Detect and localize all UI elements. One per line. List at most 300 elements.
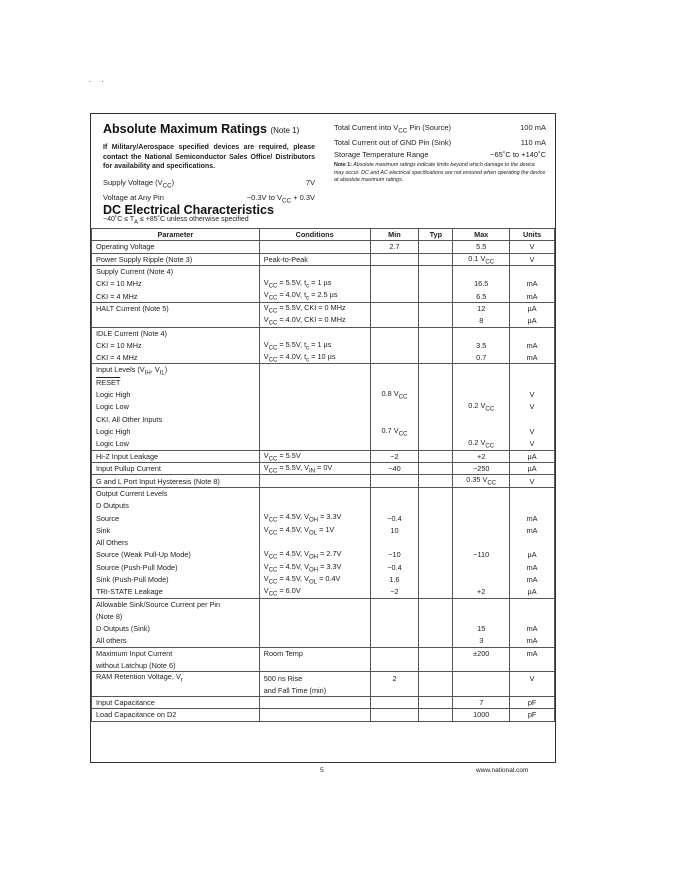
content-frame (90, 113, 556, 763)
table-row (92, 376, 555, 388)
cell-parameter: All others (92, 635, 260, 647)
cell-units: V (510, 672, 555, 684)
cell-min (370, 413, 419, 425)
cell-units (510, 376, 555, 388)
cell-conditions (259, 389, 370, 401)
cell-parameter: Source (Push-Pull Mode) (92, 561, 260, 573)
header-max: Max (453, 229, 510, 241)
amr-left-column (103, 122, 315, 208)
cell-typ (419, 253, 453, 265)
rating-value: 100 mA (520, 123, 546, 132)
cell-units: µA (510, 315, 555, 327)
cell-min (370, 438, 419, 450)
cell-max: 0.2 $V_{CC}$ (453, 401, 510, 413)
cell-conditions: $V_{CC} = 6.0V$ (259, 586, 370, 598)
cell-conditions (259, 241, 370, 253)
rating-value: 110 mA (520, 138, 546, 147)
cell-parameter: Sink (Push-Pull Mode) (92, 573, 260, 585)
cell-parameter: Logic Low (92, 401, 260, 413)
cell-units: V (510, 241, 555, 253)
cell-units (510, 684, 555, 696)
cell-parameter: Logic High (92, 425, 260, 437)
cell-max (453, 598, 510, 610)
cell-min (370, 376, 419, 388)
cell-units: mA (510, 573, 555, 585)
table-row (92, 487, 555, 499)
table-row (92, 672, 555, 684)
cell-max (453, 660, 510, 672)
cell-parameter: Supply Current (Note 4) (92, 266, 260, 278)
dc-title: DC Electrical Characteristics (103, 203, 274, 217)
cell-parameter: Source (92, 512, 260, 524)
table-row (92, 315, 555, 327)
cell-min (370, 339, 419, 351)
cell-typ (419, 610, 453, 622)
cell-units (510, 537, 555, 549)
cell-min: −2 (370, 450, 419, 462)
cell-parameter: without Latchup (Note 6) (92, 660, 260, 672)
rating-row (334, 149, 546, 161)
cell-units (510, 487, 555, 499)
cell-typ (419, 573, 453, 585)
table-row (92, 339, 555, 351)
cell-parameter: HALT Current (Note 5) (92, 302, 260, 314)
rating-value: 7V (305, 177, 315, 187)
cell-max (453, 425, 510, 437)
table-row (92, 266, 555, 278)
cell-conditions (259, 487, 370, 499)
cell-max: 15 (453, 623, 510, 635)
cell-typ (419, 425, 453, 437)
cell-units: V (510, 438, 555, 450)
cell-min (370, 401, 419, 413)
cell-units: pF (510, 709, 555, 721)
cell-units (510, 327, 555, 339)
cell-max (453, 266, 510, 278)
header-min: Min (370, 229, 419, 241)
table-row (92, 290, 555, 302)
cell-typ (419, 475, 453, 487)
cell-parameter: D Outputs (92, 500, 260, 512)
cell-units: mA (510, 524, 555, 536)
table-row (92, 364, 555, 376)
cell-min (370, 487, 419, 499)
cell-min (370, 709, 419, 721)
cell-max: 16.5 (453, 278, 510, 290)
table-row (92, 475, 555, 487)
table-row (92, 598, 555, 610)
cell-min: 2.7 (370, 241, 419, 253)
note-1: Note 1: Absolute maximum ratings indicate limits beyond which damage to the device may occur. DC and AC electrical specifications are not ensured when operating the device at absolute maximum ratings. (334, 162, 546, 184)
cell-max: 7 (453, 696, 510, 708)
table-row (92, 500, 555, 512)
cell-typ (419, 413, 453, 425)
cell-max: +2 (453, 586, 510, 598)
cell-max (453, 537, 510, 549)
table-row (92, 524, 555, 536)
cell-parameter: Input Capacitance (92, 696, 260, 708)
cell-units: V (510, 475, 555, 487)
cell-conditions: and Fall Time (min) (259, 684, 370, 696)
cell-parameter: CKI = 4 MHz (92, 290, 260, 302)
cell-parameter: Power Supply Ripple (Note 3) (92, 253, 260, 265)
dc-subtitle: −40˚C ≤ $T_A$ ≤ +85˚C unless otherwise specified (103, 216, 249, 226)
cell-parameter: RAM Retention Voltage, $V_r$ (92, 672, 260, 684)
cell-max (453, 389, 510, 401)
rating-value: −0.3V to $V_{CC} + 0.3V$ (246, 193, 315, 205)
cell-min: −40 (370, 462, 419, 474)
cell-max (453, 672, 510, 684)
table-row (92, 413, 555, 425)
cell-conditions (259, 475, 370, 487)
table-row (92, 241, 555, 253)
cell-units: µA (510, 549, 555, 561)
cell-max (453, 376, 510, 388)
cell-max: 8 (453, 315, 510, 327)
cell-conditions: $V_{CC} = 4.5V$, $V_{OH} = 2.7V$ (259, 549, 370, 561)
cell-typ (419, 524, 453, 536)
cell-max: 0.35 $V_{CC}$ (453, 475, 510, 487)
cell-conditions (259, 660, 370, 672)
cell-typ (419, 438, 453, 450)
table-row (92, 462, 555, 474)
cell-min (370, 647, 419, 659)
cell-max: 0.7 (453, 352, 510, 364)
cell-conditions: $V_{CC} = 5.5V$, CKI = 0 MHz (259, 302, 370, 314)
table-row (92, 561, 555, 573)
cell-max: 12 (453, 302, 510, 314)
cell-parameter: Sink (92, 524, 260, 536)
cell-conditions (259, 500, 370, 512)
rating-row (103, 177, 315, 193)
table-row (92, 450, 555, 462)
cell-parameter: (Note 8) (92, 610, 260, 622)
rating-label: Voltage at Any Pin (103, 193, 164, 202)
cell-max (453, 512, 510, 524)
rating-value: −65˚C to +140˚C (490, 149, 546, 159)
cell-typ (419, 647, 453, 659)
cell-units: pF (510, 696, 555, 708)
cell-min: −0.4 (370, 561, 419, 573)
cell-parameter: G and L Port Input Hysteresis (Note 8) (92, 475, 260, 487)
cell-min (370, 278, 419, 290)
cell-typ (419, 315, 453, 327)
cell-min (370, 610, 419, 622)
cell-parameter: IDLE Current (Note 4) (92, 327, 260, 339)
cell-parameter: CKI = 4 MHz (92, 352, 260, 364)
cell-conditions: $V_{CC} = 4.5V$, $V_{OL} = 1V$ (259, 524, 370, 536)
header-units: Units (510, 229, 555, 241)
amr-heading (103, 122, 315, 136)
cell-max (453, 573, 510, 585)
cell-typ (419, 241, 453, 253)
cell-typ (419, 376, 453, 388)
cell-min (370, 537, 419, 549)
cell-parameter: Allowable Sink/Source Current per Pin (92, 598, 260, 610)
table-row (92, 610, 555, 622)
page-number: 5 (320, 767, 324, 774)
amr-right-column (334, 122, 546, 185)
cell-max (453, 684, 510, 696)
cell-typ (419, 290, 453, 302)
cell-typ (419, 635, 453, 647)
rating-label: Total Current out of GND Pin (Sink) (334, 138, 452, 147)
cell-min: 1.6 (370, 573, 419, 585)
table-row (92, 352, 555, 364)
cell-conditions (259, 413, 370, 425)
cell-parameter: CKI = 10 MHz (92, 278, 260, 290)
cell-conditions: $V_{CC} = 4.5V$, $V_{OH} = 3.3V$ (259, 561, 370, 573)
table-row (92, 389, 555, 401)
cell-units (510, 660, 555, 672)
table-row (92, 660, 555, 672)
header-parameter: Parameter (92, 229, 260, 241)
cell-units: V (510, 401, 555, 413)
cell-units: mA (510, 352, 555, 364)
cell-min (370, 253, 419, 265)
table-row (92, 623, 555, 635)
cell-typ (419, 586, 453, 598)
table-row (92, 327, 555, 339)
cell-max (453, 487, 510, 499)
cell-units (510, 266, 555, 278)
cell-max: 3 (453, 635, 510, 647)
website-url: www.national.com (476, 767, 529, 774)
cell-conditions (259, 364, 370, 376)
cell-parameter: Output Current Levels (92, 487, 260, 499)
cell-typ (419, 302, 453, 314)
amr-title: Absolute Maximum Ratings (103, 122, 267, 136)
dc-characteristics-table (91, 228, 555, 722)
table-row (92, 278, 555, 290)
cell-max (453, 500, 510, 512)
cell-max: +2 (453, 450, 510, 462)
cell-units: µA (510, 450, 555, 462)
cell-units: mA (510, 623, 555, 635)
cell-parameter (92, 315, 260, 327)
cell-typ (419, 696, 453, 708)
cell-conditions: $V_{CC} = 4.0V$, $t_c = 2.5$ µs (259, 290, 370, 302)
cell-min: −0.4 (370, 512, 419, 524)
cell-parameter: All Others (92, 537, 260, 549)
cell-units (510, 610, 555, 622)
cell-typ (419, 450, 453, 462)
cell-max: −250 (453, 462, 510, 474)
cell-parameter: Input Pullup Current (92, 462, 260, 474)
cell-conditions (259, 598, 370, 610)
cell-min (370, 475, 419, 487)
cell-min (370, 684, 419, 696)
cell-conditions (259, 438, 370, 450)
cell-units: mA (510, 290, 555, 302)
cell-conditions (259, 537, 370, 549)
cell-typ (419, 660, 453, 672)
table-body (92, 241, 555, 721)
cell-typ (419, 401, 453, 413)
cell-parameter: Input Levels ($V_{IH}$, $V_{IL}$) (92, 364, 260, 376)
cell-max: 6.5 (453, 290, 510, 302)
cell-max (453, 413, 510, 425)
cell-max (453, 524, 510, 536)
cell-units (510, 500, 555, 512)
cell-parameter: Operating Voltage (92, 241, 260, 253)
cell-typ (419, 561, 453, 573)
cell-min (370, 623, 419, 635)
cell-units: mA (510, 278, 555, 290)
table-row (92, 573, 555, 585)
table-row (92, 302, 555, 314)
cell-typ (419, 352, 453, 364)
cell-min: 2 (370, 672, 419, 684)
cell-conditions: $V_{CC} = 5.5V$ (259, 450, 370, 462)
cell-max (453, 561, 510, 573)
cell-max: 3.5 (453, 339, 510, 351)
cell-parameter: Logic High (92, 389, 260, 401)
cell-typ (419, 684, 453, 696)
cell-conditions: $V_{CC} = 4.5V$, $V_{OL} = 0.4V$ (259, 573, 370, 585)
table-row (92, 438, 555, 450)
table-row (92, 696, 555, 708)
cell-units (510, 364, 555, 376)
cell-min (370, 635, 419, 647)
cell-min (370, 302, 419, 314)
cell-typ (419, 364, 453, 376)
cell-max (453, 610, 510, 622)
cell-conditions (259, 635, 370, 647)
cell-max: ±200 (453, 647, 510, 659)
cell-units: mA (510, 635, 555, 647)
cell-conditions: $V_{CC} = 4.0V$, CKI = 0 MHz (259, 315, 370, 327)
header-conditions: Conditions (259, 229, 370, 241)
cell-units: µA (510, 462, 555, 474)
cell-typ (419, 339, 453, 351)
cell-min (370, 315, 419, 327)
cell-conditions (259, 709, 370, 721)
table-row (92, 635, 555, 647)
cell-min (370, 352, 419, 364)
cell-units: mA (510, 512, 555, 524)
cell-units (510, 598, 555, 610)
cell-parameter: CKI = 10 MHz (92, 339, 260, 351)
cell-units: mA (510, 339, 555, 351)
cell-max: 0.2 $V_{CC}$ (453, 438, 510, 450)
cell-conditions: $V_{CC} = 5.5V$, $t_c = 1$ µs (259, 339, 370, 351)
rating-label: Supply Voltage $(V_{CC})$ (103, 177, 175, 189)
cell-min: −2 (370, 586, 419, 598)
cell-parameter: D Outputs (Sink) (92, 623, 260, 635)
cell-min (370, 266, 419, 278)
cell-units: mA (510, 561, 555, 573)
cell-min (370, 290, 419, 302)
rating-label: Total Current into $V_{CC}$ Pin (Source) (334, 123, 452, 135)
cell-max: 0.1 $V_{CC}$ (453, 253, 510, 265)
cell-min (370, 598, 419, 610)
cell-units: V (510, 425, 555, 437)
cell-typ (419, 537, 453, 549)
table-row (92, 425, 555, 437)
rating-row (334, 137, 546, 149)
table-row (92, 549, 555, 561)
cell-conditions: $V_{CC} = 5.5V$, $V_{IN} = 0V$ (259, 462, 370, 474)
cell-min (370, 660, 419, 672)
cell-typ (419, 278, 453, 290)
cell-parameter: Hi-Z Input Leakage (92, 450, 260, 462)
cell-units (510, 413, 555, 425)
table-row (92, 253, 555, 265)
cell-units: µA (510, 302, 555, 314)
cell-min (370, 364, 419, 376)
cell-typ (419, 327, 453, 339)
cell-conditions (259, 266, 370, 278)
cell-units: µA (510, 586, 555, 598)
cell-max: −110 (453, 549, 510, 561)
table-row (92, 401, 555, 413)
cell-min (370, 327, 419, 339)
cell-typ (419, 549, 453, 561)
cell-typ (419, 389, 453, 401)
table-row (92, 709, 555, 721)
cell-min (370, 500, 419, 512)
cell-typ (419, 623, 453, 635)
cell-units: V (510, 253, 555, 265)
cell-parameter: Source (Weak Pull-Up Mode) (92, 549, 260, 561)
cell-conditions: 500 ns Rise (259, 672, 370, 684)
cell-conditions: Peak-to-Peak (259, 253, 370, 265)
cell-parameter: Load Capacitance on D2 (92, 709, 260, 721)
cell-typ (419, 709, 453, 721)
cell-conditions: $V_{CC} = 4.0V$, $t_c = 10$ µs (259, 352, 370, 364)
cell-conditions (259, 623, 370, 635)
cell-max (453, 364, 510, 376)
cell-conditions (259, 376, 370, 388)
cell-min: −10 (370, 549, 419, 561)
military-warning: If Military/Aerospace specified devices are required, please contact the National Semiconductor Sales Office/ Distributors for availability and specifications. (103, 144, 315, 170)
table-row (92, 537, 555, 549)
cell-conditions: $V_{CC} = 4.5V$, $V_{OH} = 3.3V$ (259, 512, 370, 524)
cell-conditions (259, 610, 370, 622)
cell-conditions (259, 696, 370, 708)
cell-conditions (259, 401, 370, 413)
cell-min (370, 696, 419, 708)
cell-min: 10 (370, 524, 419, 536)
cell-parameter: CKI, All Other Inputs (92, 413, 260, 425)
rating-label: Storage Temperature Range (334, 149, 429, 159)
cell-conditions (259, 425, 370, 437)
cell-max: 1000 (453, 709, 510, 721)
cell-typ (419, 487, 453, 499)
cell-parameter: RESET (92, 376, 260, 388)
cell-min: 0.7 $V_{CC}$ (370, 425, 419, 437)
cell-typ (419, 266, 453, 278)
cell-typ (419, 462, 453, 474)
cell-min: 0.8 $V_{CC}$ (370, 389, 419, 401)
corner-marks: . . (89, 75, 108, 84)
table-row (92, 647, 555, 659)
header-typ: Typ (419, 229, 453, 241)
cell-max: 5.5 (453, 241, 510, 253)
table-row (92, 684, 555, 696)
amr-title-note: (Note 1) (270, 126, 300, 135)
cell-units: V (510, 389, 555, 401)
table-header-row (92, 229, 555, 241)
cell-typ (419, 500, 453, 512)
cell-parameter: TRI-STATE Leakage (92, 586, 260, 598)
table-row (92, 586, 555, 598)
cell-units: mA (510, 647, 555, 659)
cell-parameter: Logic Low (92, 438, 260, 450)
cell-conditions: $V_{CC} = 5.5V$, $t_c = 1$ µs (259, 278, 370, 290)
table-row (92, 512, 555, 524)
